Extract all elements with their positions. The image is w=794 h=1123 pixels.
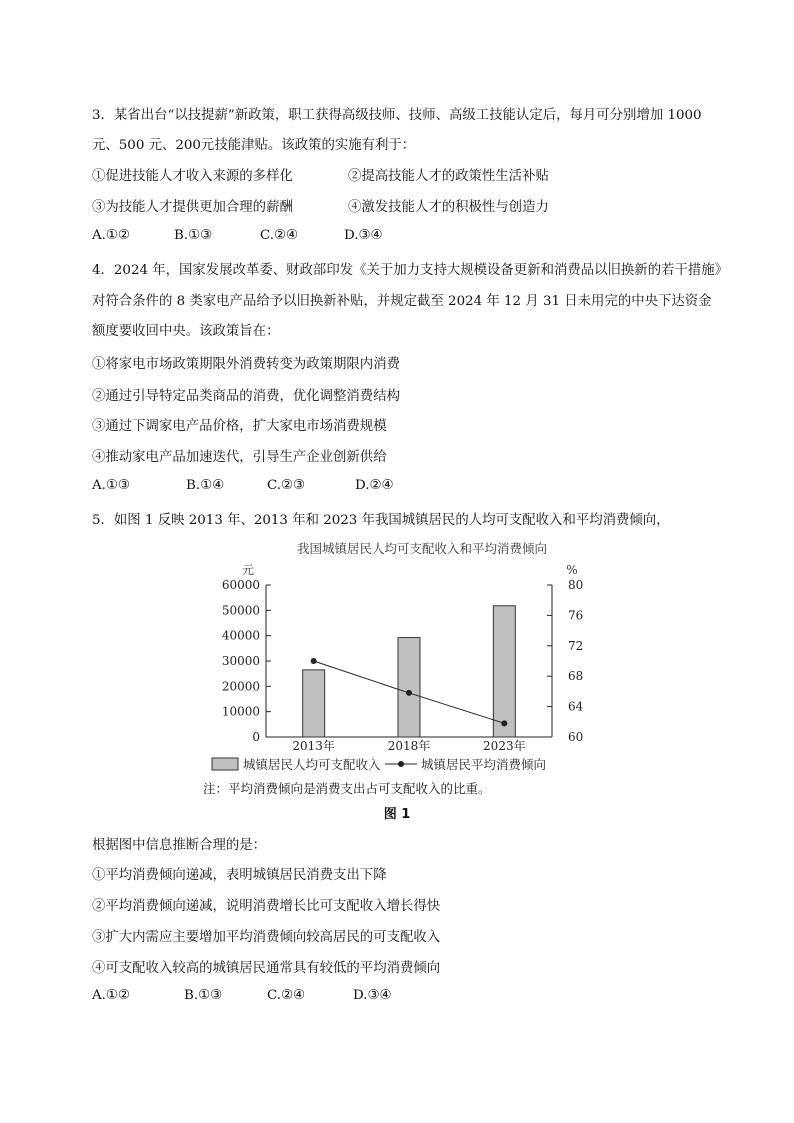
q5-option-2: ②平均消费倾向递减，说明消费增长比可支配收入增长得快 [92,899,441,914]
q3-option-2: ②提高技能人才的政策性生活补贴 [348,169,549,184]
bar-1 [303,670,325,737]
q5-prompt: 根据图中信息推断合理的是： [92,838,267,853]
q5-answer-b: B.①③ [184,988,223,1003]
q5-answer-a: A.①② [92,988,130,1003]
q5-answer-c: C.②④ [267,988,306,1003]
left-tick-label: 20000 [221,679,260,694]
q5-line-1: 5．如图 1 反映 2013 年、2013 年和 2023 年我国城镇居民的人均可支配收入和平均消费倾向， [92,513,670,528]
x-tick-label: 2018年 [387,739,431,753]
right-tick-label: 60 [568,730,584,744]
q3-line-2: 元、500 元、200元技能津贴。该政策的实施有利于： [92,138,416,153]
chart-note: 注：平均消费倾向是消费支出占可支配收入的比重。 [203,781,491,796]
left-tick-label: 40000 [221,628,260,643]
left-tick-label: 0 [252,730,260,744]
legend-line-marker [398,761,404,767]
q3-answer-a: A.①② [92,228,130,243]
q4-line-1: 4．2024 年，国家发展改革委、财政部印发《关于加力支持大规模设备更新和消费品以旧换新的若干措施》 [92,263,729,278]
bar-3 [493,606,515,737]
x-tick-label: 2013年 [292,739,335,753]
legend-line-label: 城镇居民平均消费倾向 [421,757,547,772]
q3-option-3: ③为技能人才提供更加合理的薪酬 [92,200,293,215]
q4-option-2: ②通过引导特定品类商品的消费，优化调整消费结构 [92,389,400,404]
q4-line-3: 额度要收回中央。该政策旨在： [92,324,280,339]
left-tick-label: 50000 [221,603,260,618]
q5-answer-d: D.③④ [353,988,392,1003]
left-tick-label: 30000 [221,654,260,668]
q3-option-4: ④激发技能人才的积极性与创造力 [348,200,549,215]
left-axis-unit: 元 [241,563,255,577]
q3-answer-b: B.①③ [174,228,213,243]
figure-caption: 图 1 [383,807,411,822]
legend-bar-swatch [212,758,238,770]
q4-answer-c: C.②③ [267,478,306,493]
bar-2 [398,638,420,737]
chart-legend [212,757,546,772]
q3-answer-d: D.③④ [344,228,383,243]
q4-option-4: ④推动家电产品加速迭代，引导生产企业创新供给 [92,450,387,465]
line-point-2 [406,690,412,696]
line-point-1 [311,658,317,664]
q5-option-4: ④可支配收入较高的城镇居民通常具有较低的平均消费倾向 [92,961,441,976]
x-tick-label: 2023年 [483,739,526,753]
q4-answer-d: D.②④ [355,478,394,493]
right-tick-label: 68 [568,669,584,684]
q4-option-3: ③通过下调家电产品价格，扩大家电市场消费规模 [92,419,387,434]
q5-option-1: ①平均消费倾向递减，表明城镇居民消费支出下降 [92,868,387,883]
q4-answer-b: B.①④ [186,478,225,493]
right-tick-label: 64 [568,699,584,714]
right-tick-label: 72 [568,638,584,653]
left-tick-label: 60000 [221,578,260,592]
q4-answer-a: A.①③ [92,478,130,493]
q3-answer-c: C.②④ [260,228,299,243]
q3-option-1: ①促进技能人才收入来源的多样化 [92,169,293,184]
right-tick-label: 80 [568,578,584,592]
right-tick-label: 76 [568,608,584,623]
line-point-3 [501,720,507,726]
right-axis-unit: % [566,563,578,577]
q5-option-3: ③扩大内需应主要增加平均消费倾向较高居民的可支配收入 [92,930,441,945]
left-tick-label: 10000 [221,704,260,719]
chart-title: 我国城镇居民人均可支配收入和平均消费倾向 [296,541,548,556]
q3-line-1: 3．某省出台“以技提薪”新政策，职工获得高级技师、技师、高级工技能认定后，每月可分别增加 1000 [92,108,702,123]
q4-option-1: ①将家电市场政策期限外消费转变为政策期限内消费 [92,357,400,372]
q4-line-2: 对符合条件的 8 类家电产品给予以旧换新补贴，并规定截至 2024 年 12 月 31 日未用完的中央下达资金 [92,294,712,309]
legend-bar-label: 城镇居民人均可支配收入 [243,757,381,772]
chart-plot-area [222,578,584,753]
